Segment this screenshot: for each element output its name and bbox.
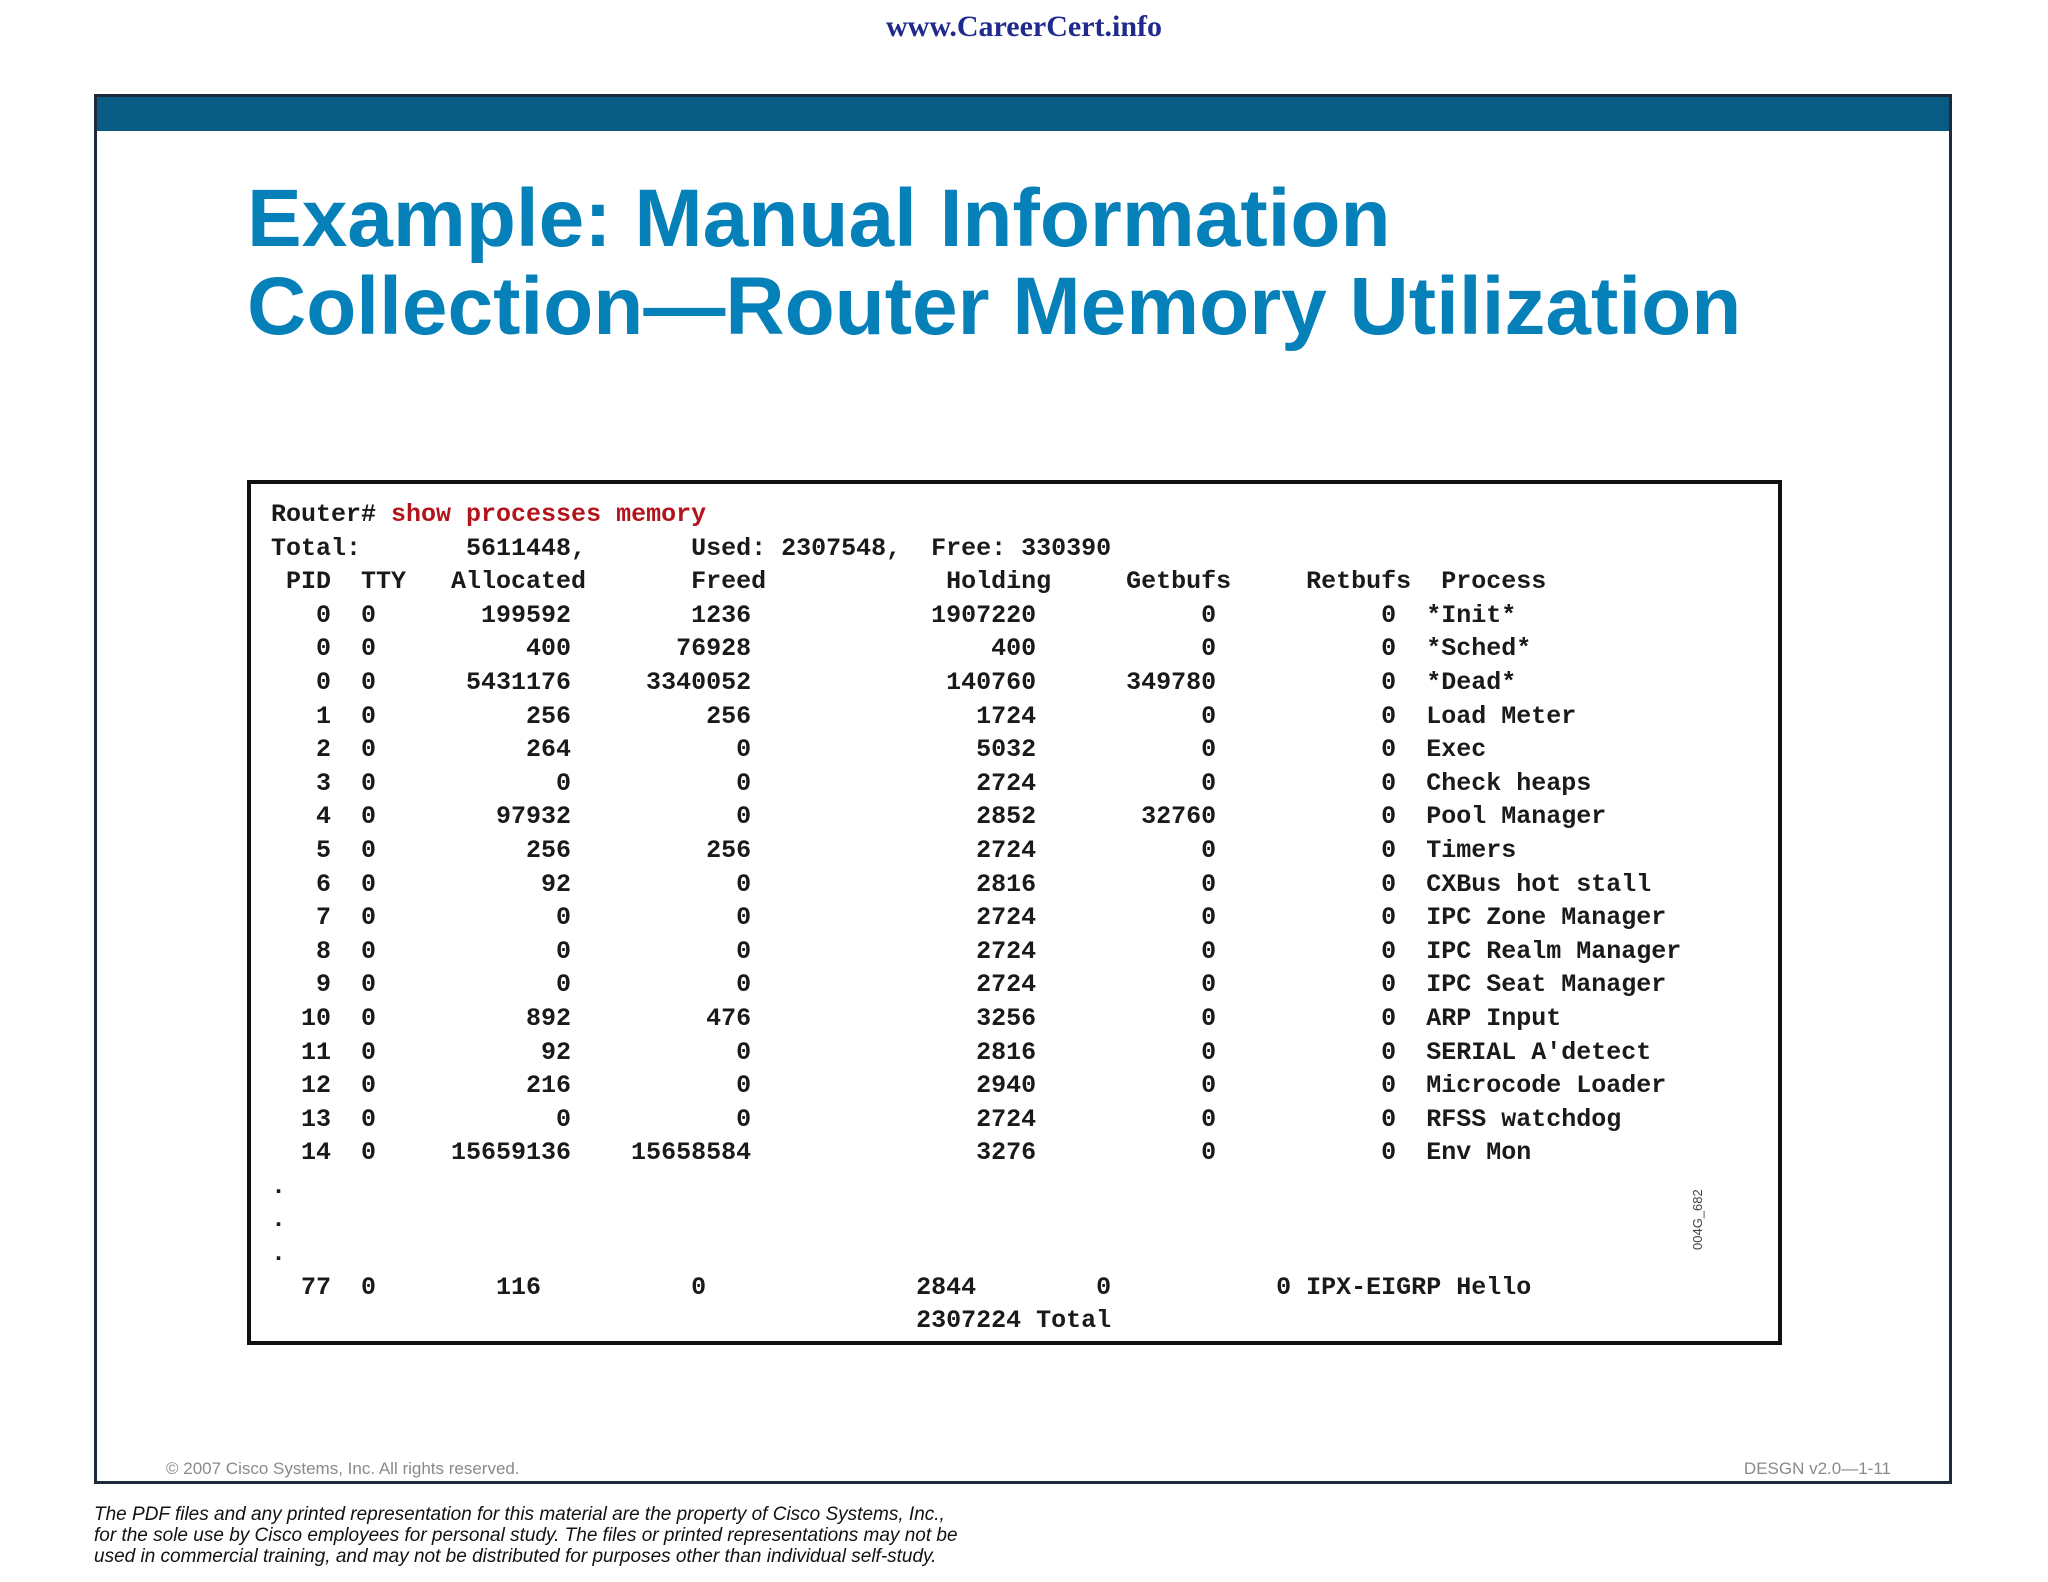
terminal-line: 9 0 0 0 2724 0 0 IPC Seat Manager	[271, 970, 1667, 1000]
disclaimer-line-3: used in commercial training, and may not be distributed for purposes other than individual self-study.	[94, 1546, 937, 1567]
course-code: DESGN v2.0—1-11	[1743, 1459, 1891, 1478]
terminal-line: 11 0 92 0 2816 0 0 SERIAL A'detect	[271, 1037, 1652, 1067]
slide-top-bar	[97, 97, 1949, 131]
slide-title-line-1: Example: Manual Information	[247, 173, 1391, 264]
copyright: © 2007 Cisco Systems, Inc. All rights reserved.	[166, 1459, 520, 1478]
slide-title	[247, 175, 1741, 351]
terminal-line: 4 0 97932 0 2852 32760 0 Pool Manager	[271, 802, 1607, 832]
terminal-line: 8 0 0 0 2724 0 0 IPC Realm Manager	[271, 936, 1682, 966]
slide-frame	[94, 94, 1952, 1484]
terminal-line: 14 0 15659136 15658584 3276 0 0 Env Mon	[271, 1138, 1532, 1168]
terminal-line: .	[271, 1239, 287, 1269]
terminal-text	[271, 498, 1681, 1338]
terminal-line: .	[271, 1171, 287, 1201]
terminal-line: 13 0 0 0 2724 0 0 RFSS watchdog	[271, 1104, 1622, 1134]
slide-title-line-2: Collection—Router Memory Utilization	[247, 261, 1742, 352]
terminal-line: 0 0 199592 1236 1907220 0 0 *Init*	[271, 600, 1517, 630]
disclaimer	[94, 1504, 958, 1567]
terminal-line: 1 0 256 256 1724 0 0 Load Meter	[271, 701, 1577, 731]
terminal-line: 0 0 5431176 3340052 140760 349780 0 *Dead*	[271, 667, 1517, 697]
site-header: www.CareerCert.info	[885, 10, 1163, 43]
terminal-line: 5 0 256 256 2724 0 0 Timers	[271, 835, 1517, 865]
terminal-line: 3 0 0 0 2724 0 0 Check heaps	[271, 768, 1592, 798]
terminal-line: 10 0 892 476 3256 0 0 ARP Input	[271, 1003, 1562, 1033]
terminal-line: 2 0 264 0 5032 0 0 Exec	[271, 735, 1487, 765]
terminal-line: 2307224 Total	[271, 1306, 1112, 1336]
disclaimer-line-2: for the sole use by Cisco employees for personal study. The files or printed representations may not be	[94, 1525, 958, 1546]
terminal-output	[247, 480, 1782, 1345]
terminal-line: 77 0 116 0 2844 0 0 IPX-EIGRP Hello	[271, 1272, 1532, 1302]
terminal-line: 7 0 0 0 2724 0 0 IPC Zone Manager	[271, 903, 1667, 933]
terminal-line: .	[271, 1205, 287, 1235]
terminal-line: 6 0 92 0 2816 0 0 CXBus hot stall	[271, 869, 1652, 899]
terminal-line: Total: 5611448, Used: 2307548, Free: 330390	[271, 533, 1112, 563]
terminal-line: PID TTY Allocated Freed Holding Getbufs Retbufs Process	[271, 567, 1547, 597]
terminal-line: 12 0 216 0 2940 0 0 Microcode Loader	[271, 1071, 1667, 1101]
figure-id: 004G_682	[1690, 1189, 1705, 1250]
disclaimer-line-1: The PDF files and any printed representation for this material are the property of Cisco Systems, Inc.,	[94, 1504, 945, 1525]
terminal-line: 0 0 400 76928 400 0 0 *Sched*	[271, 634, 1532, 664]
terminal-lines	[271, 534, 1681, 1336]
terminal-command: show processes memory	[391, 500, 707, 529]
terminal-prompt: Router#	[271, 500, 392, 529]
